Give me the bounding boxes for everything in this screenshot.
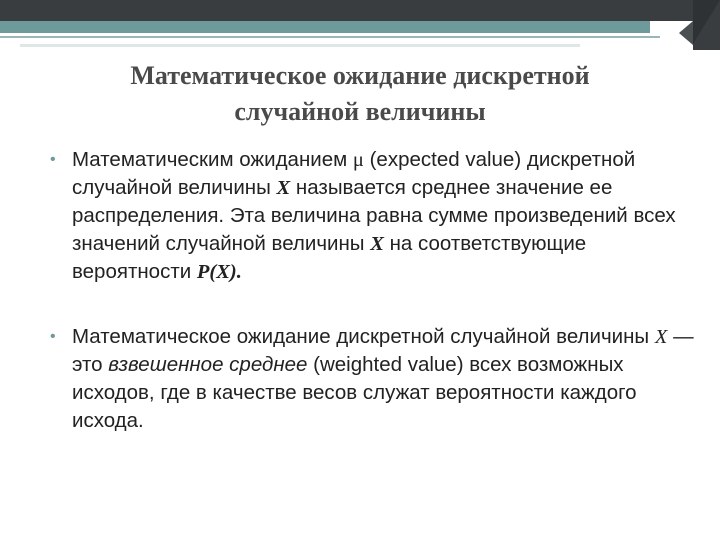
text-run: (weighted value) всех возможных исходов, где в качестве весов служат вероятности каждого исхода. <box>72 353 637 432</box>
text-run: — это <box>72 325 694 376</box>
banner-dark-stripe <box>0 0 720 21</box>
bullet-text <box>72 325 694 432</box>
bullet-marker: • <box>50 328 56 345</box>
bullet-item-expected-value-definition <box>50 146 695 286</box>
variable-x: X <box>370 233 384 255</box>
variable-x: X <box>654 326 668 348</box>
probability-px: P(X) <box>196 261 237 283</box>
mu-symbol: μ <box>352 149 364 171</box>
text-run: Математическое ожидание дискретной случайной величины <box>72 325 655 348</box>
slide-title-line-1: Математическое ожидание дискретной <box>130 61 590 90</box>
bullet-item-weighted-average <box>50 323 695 435</box>
banner-light-line <box>20 44 580 47</box>
text-run: на соответствующие вероятности <box>72 232 587 283</box>
bullet-marker: • <box>50 151 56 168</box>
text-run: Математическим ожиданием <box>72 148 353 171</box>
banner-corner-fold <box>693 0 720 50</box>
variable-x: X <box>276 177 291 199</box>
slide-title <box>0 58 720 130</box>
text-run: . <box>236 261 242 283</box>
bullet-text <box>72 148 676 283</box>
text-run: называется среднее значение ее распределения. Эта величина равна сумме произведений всех значений случайной величины <box>72 176 676 255</box>
banner-corner-arrow <box>679 21 693 45</box>
slide-title-line-2: случайной величины <box>234 97 486 126</box>
weighted-average-term: взвешенное среднее <box>108 353 308 376</box>
top-banner <box>0 0 720 50</box>
bullet-list <box>50 146 695 435</box>
banner-teal-stripe <box>0 21 650 33</box>
text-run: (expected value) дискретной случайной величины <box>72 148 636 199</box>
banner-thin-line <box>0 36 660 38</box>
